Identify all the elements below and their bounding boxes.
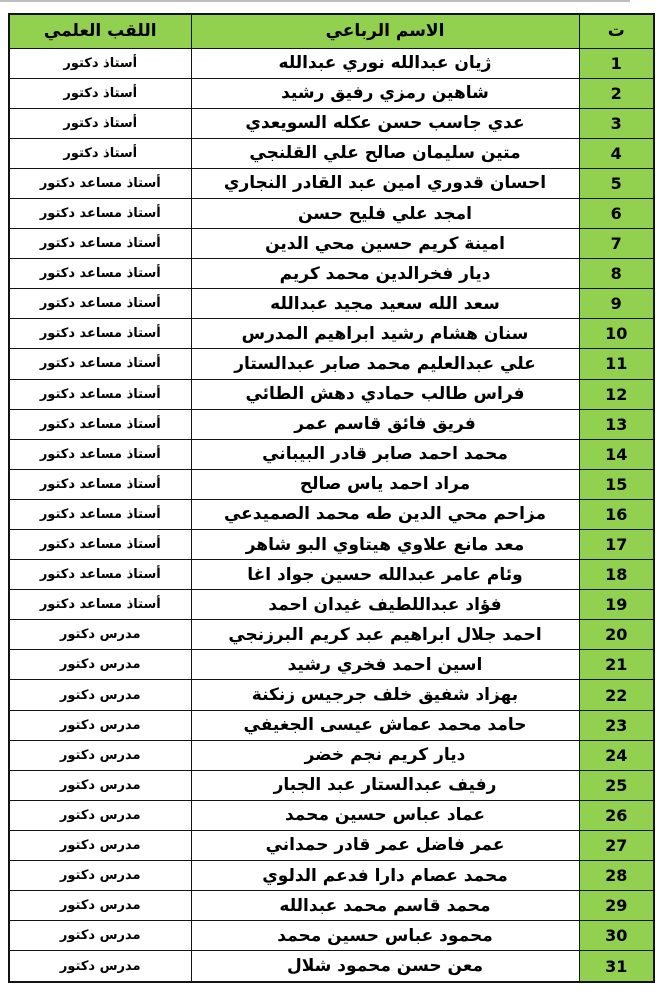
table-row	[9, 499, 654, 529]
row-number-cell: 22	[579, 680, 654, 710]
row-number-cell: 25	[579, 770, 654, 800]
academic-title-cell: أستاذ مساعد دكتور	[9, 469, 191, 499]
academic-title-cell: أستاذ دكتور	[9, 108, 191, 138]
header-row	[9, 14, 654, 48]
academic-title-cell: مدرس دكتور	[9, 650, 191, 680]
row-number-cell: 12	[579, 379, 654, 409]
full-name-cell: ديار فخرالدين محمد كريم	[191, 259, 579, 289]
full-name-cell: محمود عباس حسين محمد	[191, 921, 579, 951]
table-row	[9, 620, 654, 650]
header-index: ت	[579, 14, 654, 48]
row-number-cell: 17	[579, 530, 654, 560]
row-number-cell: 26	[579, 800, 654, 830]
table-row	[9, 379, 654, 409]
row-number-cell: 14	[579, 439, 654, 469]
academic-title-cell: أستاذ مساعد دكتور	[9, 168, 191, 198]
table-row	[9, 198, 654, 228]
header-academic-title: اللقب العلمي	[9, 14, 191, 48]
table-row	[9, 319, 654, 349]
table-row	[9, 469, 654, 499]
row-number-cell: 13	[579, 409, 654, 439]
table-row	[9, 740, 654, 770]
table-row	[9, 259, 654, 289]
full-name-cell: اسين احمد فخري رشيد	[191, 650, 579, 680]
full-name-cell: عدي جاسب حسن عكله السويعدي	[191, 108, 579, 138]
full-name-cell: عمر فاضل عمر قادر حمداني	[191, 830, 579, 860]
row-number-cell: 16	[579, 499, 654, 529]
row-number-cell: 20	[579, 620, 654, 650]
table-row	[9, 861, 654, 891]
row-number-cell: 23	[579, 710, 654, 740]
full-name-cell: عماد عباس حسين محمد	[191, 800, 579, 830]
full-name-cell: مراد احمد ياس صالح	[191, 469, 579, 499]
top-crop-line	[0, 0, 630, 2]
full-name-cell: علي عبدالعليم محمد صابر عبدالستار	[191, 349, 579, 379]
academic-title-cell: أستاذ دكتور	[9, 78, 191, 108]
full-name-cell: امجد علي فليح حسن	[191, 198, 579, 228]
table-row	[9, 800, 654, 830]
table-row	[9, 650, 654, 680]
academic-title-cell: أستاذ مساعد دكتور	[9, 439, 191, 469]
full-name-cell: معد مانع علاوي هيتاوي البو شاهر	[191, 530, 579, 560]
academic-title-cell: مدرس دكتور	[9, 830, 191, 860]
academic-title-cell: أستاذ مساعد دكتور	[9, 590, 191, 620]
academic-title-cell: أستاذ مساعد دكتور	[9, 379, 191, 409]
table-row	[9, 138, 654, 168]
academic-title-cell: أستاذ دكتور	[9, 138, 191, 168]
row-number-cell: 24	[579, 740, 654, 770]
table-row	[9, 770, 654, 800]
full-name-cell: وئام عامر عبدالله حسين جواد اغا	[191, 560, 579, 590]
full-name-cell: ژيان عبدالله نوري عبدالله	[191, 48, 579, 78]
staff-roster-table	[8, 13, 655, 983]
full-name-cell: مزاحم محي الدين طه محمد الصميدعي	[191, 499, 579, 529]
full-name-cell: بهزاد شفيق خلف جرجيس زنكنة	[191, 680, 579, 710]
full-name-cell: رفيف عبدالستار عبد الجبار	[191, 770, 579, 800]
full-name-cell: محمد عصام دارا فدعم الدلوي	[191, 861, 579, 891]
row-number-cell: 15	[579, 469, 654, 499]
table-row	[9, 680, 654, 710]
table-row	[9, 951, 654, 982]
table-row	[9, 409, 654, 439]
full-name-cell: احسان قدوري امين عبد القادر النجاري	[191, 168, 579, 198]
full-name-cell: فؤاد عبداللطيف غيدان احمد	[191, 590, 579, 620]
table-row	[9, 830, 654, 860]
academic-title-cell: أستاذ مساعد دكتور	[9, 289, 191, 319]
academic-title-cell: مدرس دكتور	[9, 620, 191, 650]
table-row	[9, 530, 654, 560]
row-number-cell: 1	[579, 48, 654, 78]
row-number-cell: 10	[579, 319, 654, 349]
full-name-cell: سنان هشام رشيد ابراهيم المدرس	[191, 319, 579, 349]
academic-title-cell: مدرس دكتور	[9, 770, 191, 800]
full-name-cell: متين سليمان صالح علي القلنجي	[191, 138, 579, 168]
full-name-cell: فريق فائق قاسم عمر	[191, 409, 579, 439]
table-row	[9, 439, 654, 469]
academic-title-cell: أستاذ مساعد دكتور	[9, 349, 191, 379]
row-number-cell: 5	[579, 168, 654, 198]
row-number-cell: 30	[579, 921, 654, 951]
full-name-cell: امينة كريم حسين محي الدين	[191, 229, 579, 259]
academic-title-cell: أستاذ مساعد دكتور	[9, 499, 191, 529]
table-row	[9, 921, 654, 951]
table-row	[9, 229, 654, 259]
row-number-cell: 8	[579, 259, 654, 289]
full-name-cell: احمد جلال ابراهيم عبد كريم البرزنجي	[191, 620, 579, 650]
table-row	[9, 48, 654, 78]
row-number-cell: 4	[579, 138, 654, 168]
full-name-cell: شاهين رمزي رفيق رشيد	[191, 78, 579, 108]
row-number-cell: 29	[579, 891, 654, 921]
row-number-cell: 9	[579, 289, 654, 319]
row-number-cell: 7	[579, 229, 654, 259]
table-row	[9, 560, 654, 590]
full-name-cell: ديار كريم نجم خضر	[191, 740, 579, 770]
academic-title-cell: مدرس دكتور	[9, 740, 191, 770]
header-full-name: الاسم الرباعي	[191, 14, 579, 48]
academic-title-cell: أستاذ مساعد دكتور	[9, 229, 191, 259]
academic-title-cell: أستاذ مساعد دكتور	[9, 560, 191, 590]
academic-title-cell: مدرس دكتور	[9, 891, 191, 921]
table-row	[9, 891, 654, 921]
row-number-cell: 31	[579, 951, 654, 982]
row-number-cell: 19	[579, 590, 654, 620]
full-name-cell: فراس طالب حمادي دهش الطائي	[191, 379, 579, 409]
row-number-cell: 28	[579, 861, 654, 891]
row-number-cell: 21	[579, 650, 654, 680]
academic-title-cell: مدرس دكتور	[9, 800, 191, 830]
academic-title-cell: أستاذ مساعد دكتور	[9, 198, 191, 228]
table-row	[9, 168, 654, 198]
academic-title-cell: مدرس دكتور	[9, 921, 191, 951]
academic-title-cell: مدرس دكتور	[9, 951, 191, 982]
table-row	[9, 289, 654, 319]
table-row	[9, 349, 654, 379]
academic-title-cell: مدرس دكتور	[9, 680, 191, 710]
academic-title-cell: أستاذ مساعد دكتور	[9, 409, 191, 439]
table-row	[9, 108, 654, 138]
row-number-cell: 18	[579, 560, 654, 590]
row-number-cell: 3	[579, 108, 654, 138]
academic-title-cell: أستاذ مساعد دكتور	[9, 259, 191, 289]
row-number-cell: 6	[579, 198, 654, 228]
row-number-cell: 2	[579, 78, 654, 108]
academic-title-cell: مدرس دكتور	[9, 861, 191, 891]
academic-title-cell: أستاذ مساعد دكتور	[9, 319, 191, 349]
full-name-cell: معن حسن محمود شلال	[191, 951, 579, 982]
full-name-cell: محمد احمد صابر قادر البيباني	[191, 439, 579, 469]
academic-title-cell: أستاذ دكتور	[9, 48, 191, 78]
table-row	[9, 590, 654, 620]
academic-title-cell: مدرس دكتور	[9, 710, 191, 740]
row-number-cell: 11	[579, 349, 654, 379]
table-body	[9, 48, 654, 982]
full-name-cell: حامد محمد عماش عيسى الجغيفي	[191, 710, 579, 740]
table-row	[9, 78, 654, 108]
table-row	[9, 710, 654, 740]
full-name-cell: سعد الله سعيد مجيد عبدالله	[191, 289, 579, 319]
full-name-cell: محمد قاسم محمد عبدالله	[191, 891, 579, 921]
academic-title-cell: أستاذ مساعد دكتور	[9, 530, 191, 560]
row-number-cell: 27	[579, 830, 654, 860]
